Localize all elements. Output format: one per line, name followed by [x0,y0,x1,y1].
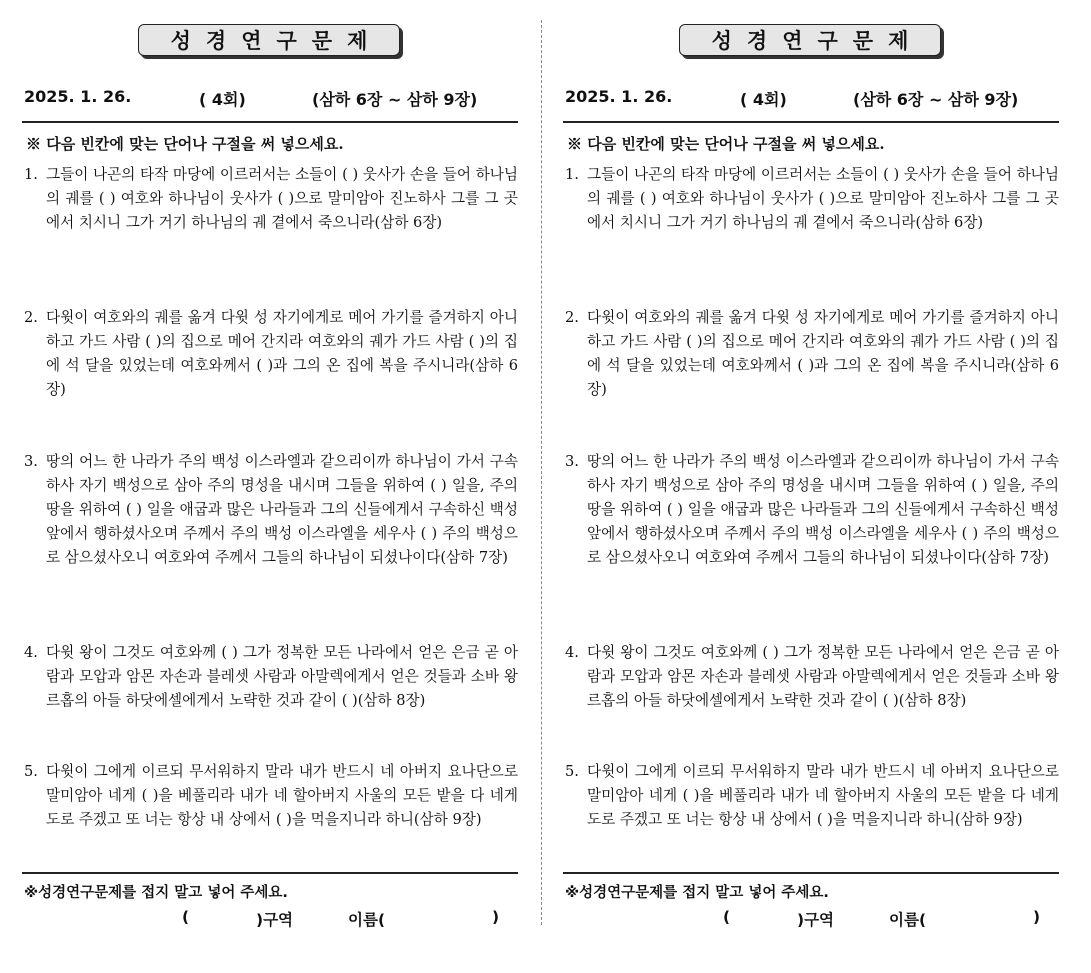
question-number: 4. [565,644,579,661]
top-rule [22,121,518,123]
question-number: 5. [565,763,579,780]
question-2 [24,306,518,402]
date-label: 2025. 1. 26. [565,87,673,106]
zone-open: ( [723,908,731,926]
question-text: 다윗이 그에게 이르되 무서워하지 말라 내가 반드시 네 아버지 요나단으로 말미암아 네게 ( )을 베풀리라 내가 네 할아버지 사울의 모든 밭을 다 네게 도로 주겠고 또 너는 항상 내 상에서 ( )을 먹을지니라 하니(삼하 9장) [46,763,518,828]
question-number: 4. [24,644,38,661]
worksheet-left [22,0,518,973]
question-number: 1. [24,166,38,183]
question-text: 그들이 나곤의 타작 마당에 이르러서는 소들이 ( ) 웃사가 손을 들어 하나님의 궤를 ( ) 여호와 하나님이 웃사가 ( )으로 말미암아 진노하사 그를 그 곳에서 치시니 그가 거기 하나님의 궤 곁에서 죽으니라(삼하 6장) [46,166,518,231]
date-label: 2025. 1. 26. [24,87,132,106]
question-1 [24,163,518,235]
question-4 [565,641,1059,713]
worksheet-title: 성경연구문제 [679,24,941,56]
round-label: ( 4회) [199,90,246,109]
question-text: 다윗이 그에게 이르되 무서워하지 말라 내가 반드시 네 아버지 요나단으로 말미암아 네게 ( )을 베풀리라 내가 네 할아버지 사울의 모든 밭을 다 네게 도로 주겠고 또 너는 항상 내 상에서 ( )을 먹을지니라 하니(삼하 9장) [587,763,1059,828]
footer-note: ※성경연구문제를 접지 말고 넣어 주세요. [565,885,829,901]
zone-label: )구역 [797,911,835,929]
question-4 [24,641,518,713]
name-close: ) [492,908,500,926]
question-5 [565,760,1059,832]
question-2 [565,306,1059,402]
question-text: 다윗 왕이 그것도 여호와께 ( ) 그가 정복한 모든 나라에서 얻은 은금 곧 아람과 모압과 암몬 자손과 블레셋 사람과 아말렉에게서 얻은 것들과 소바 왕 르홉의 아들 하닷에셀에게서 노략한 것과 같이 ( )(삼하 8장) [46,644,518,709]
zone-open: ( [182,908,190,926]
question-number: 2. [565,309,579,326]
bottom-rule [22,872,518,874]
question-number: 1. [565,166,579,183]
meta-row [565,87,1045,109]
question-number: 3. [565,453,579,470]
question-3 [565,450,1059,570]
question-text: 땅의 어느 한 나라가 주의 백성 이스라엘과 같으리이까 하나님이 가서 구속하사 자기 백성으로 삼아 주의 명성을 내시며 그들을 위하여 ( ) 일을, 주의 땅을 위하여 ( ) 일을 애굽과 많은 나라들과 그의 신들에게서 구속하신 백성 앞에서 행하셨사오며 주께서 주의 백성 이스라엘을 세우사 ( ) 주의 백성으로 삼으셨사오니 여호와여 주께서 그들의 하나님이 되셨나이다(삼하 7장) [46,453,518,566]
name-label: 이름( [889,911,927,929]
range-label: (삼하 6장 ~ 삼하 9장) [312,90,478,109]
worksheet-title: 성경연구문제 [138,24,400,56]
question-text: 땅의 어느 한 나라가 주의 백성 이스라엘과 같으리이까 하나님이 가서 구속하사 자기 백성으로 삼아 주의 명성을 내시며 그들을 위하여 ( ) 일을, 주의 땅을 위하여 ( ) 일을 애굽과 많은 나라들과 그의 신들에게서 구속하신 백성 앞에서 행하셨사오며 주께서 주의 백성 이스라엘을 세우사 ( ) 주의 백성으로 삼으셨사오니 여호와여 주께서 그들의 하나님이 되셨나이다(삼하 7장) [587,453,1059,566]
round-label: ( 4회) [740,90,787,109]
zone-label: )구역 [256,911,294,929]
question-text: 다윗 왕이 그것도 여호와께 ( ) 그가 정복한 모든 나라에서 얻은 은금 곧 아람과 모압과 암몬 자손과 블레셋 사람과 아말렉에게서 얻은 것들과 소바 왕 르홉의 아들 하닷에셀에게서 노략한 것과 같이 ( )(삼하 8장) [587,644,1059,709]
meta-row [24,87,504,109]
top-rule [563,121,1059,123]
question-text: 그들이 나곤의 타작 마당에 이르러서는 소들이 ( ) 웃사가 손을 들어 하나님의 궤를 ( ) 여호와 하나님이 웃사가 ( )으로 말미암아 진노하사 그를 그 곳에서 치시니 그가 거기 하나님의 궤 곁에서 죽으니라(삼하 6장) [587,166,1059,231]
footer-fields [723,908,1053,932]
range-label: (삼하 6장 ~ 삼하 9장) [853,90,1019,109]
worksheet-right [563,0,1059,973]
footer-note: ※성경연구문제를 접지 말고 넣어 주세요. [24,885,288,901]
footer-fields [182,908,512,932]
question-text: 다윗이 여호와의 궤를 옮겨 다윗 성 자기에게로 메어 가기를 즐겨하지 아니하고 가드 사람 ( )의 집으로 메어 간지라 여호와의 궤가 가드 사람 ( )의 집에 석 달을 있었는데 여호와께서 ( )과 그의 온 집에 복을 주시니라(삼하 6장) [587,309,1059,398]
question-number: 3. [24,453,38,470]
name-label: 이름( [348,911,386,929]
instruction-text: ※ 다음 빈칸에 맞는 단어나 구절을 써 넣으세요. [26,135,344,153]
question-number: 5. [24,763,38,780]
question-5 [24,760,518,832]
column-divider [541,20,542,925]
question-text: 다윗이 여호와의 궤를 옮겨 다윗 성 자기에게로 메어 가기를 즐겨하지 아니하고 가드 사람 ( )의 집으로 메어 간지라 여호와의 궤가 가드 사람 ( )의 집에 석 달을 있었는데 여호와께서 ( )과 그의 온 집에 복을 주시니라(삼하 6장) [46,309,518,398]
question-number: 2. [24,309,38,326]
bottom-rule [563,872,1059,874]
question-1 [565,163,1059,235]
name-close: ) [1033,908,1041,926]
question-3 [24,450,518,570]
instruction-text: ※ 다음 빈칸에 맞는 단어나 구절을 써 넣으세요. [567,135,885,153]
